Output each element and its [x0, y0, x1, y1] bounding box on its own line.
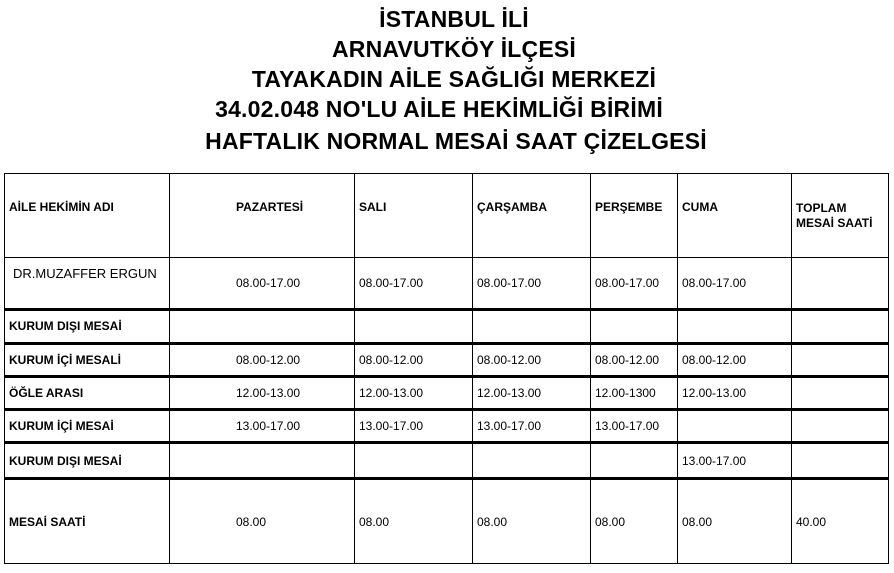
doctor-row [5, 258, 889, 309]
doctor-name: DR.MUZAFFER ERGUN [5, 258, 170, 309]
cell-friday: 12.00-13.00 [678, 377, 792, 410]
row-label: KURUM DIŞI MESAİ [5, 309, 170, 343]
cell-tuesday: 12.00-13.00 [355, 377, 473, 410]
cell-tuesday: 08.00-12.00 [355, 343, 473, 376]
header-monday: PAZARTESİ [170, 174, 355, 258]
cell-wednesday: 08.00-12.00 [473, 343, 591, 376]
cell-tuesday: 08.00 [355, 479, 473, 564]
schedule-row [5, 343, 889, 376]
header-total-line2: MESAİ SAATİ [796, 215, 873, 230]
cell-monday: 08.00-12.00 [170, 343, 355, 376]
doctor-hours-tuesday: 08.00-17.00 [355, 258, 473, 309]
cell-monday: 08.00 [170, 479, 355, 564]
header-wednesday: ÇARŞAMBA [473, 174, 591, 258]
weekly-schedule-table [4, 173, 889, 564]
cell-total [792, 309, 889, 343]
header-tuesday: SALI [355, 174, 473, 258]
header-total [792, 174, 889, 258]
row-label: KURUM İÇİ MESAİ [5, 410, 170, 443]
schedule-row [5, 309, 889, 343]
row-label: MESAİ SAATİ [5, 479, 170, 564]
cell-friday [678, 309, 792, 343]
header-friday: CUMA [678, 174, 792, 258]
cell-total: 40.00 [792, 479, 889, 564]
header-total-line1: TOPLAM [796, 200, 847, 215]
schedule-row [5, 377, 889, 410]
doctor-hours-friday: 08.00-17.00 [678, 258, 792, 309]
doctor-hours-total [792, 258, 889, 309]
cell-total [792, 410, 889, 443]
cell-thursday: 08.00 [591, 479, 678, 564]
cell-monday: 13.00-17.00 [170, 410, 355, 443]
schedule-row-total [5, 479, 889, 564]
header-name: AİLE HEKİMİN ADI [5, 174, 170, 258]
title-schedule: HAFTALIK NORMAL MESAİ SAAT ÇİZELGESİ [205, 128, 707, 154]
header-thursday: PERŞEMBE [591, 174, 678, 258]
cell-friday: 13.00-17.00 [678, 443, 792, 479]
row-label: KURUM DIŞI MESAİ [5, 443, 170, 479]
cell-thursday [591, 309, 678, 343]
cell-thursday: 12.00-1300 [591, 377, 678, 410]
cell-thursday: 13.00-17.00 [591, 410, 678, 443]
row-label: ÖĞLE ARASI [5, 377, 170, 410]
cell-wednesday: 13.00-17.00 [473, 410, 591, 443]
doctor-hours-monday: 08.00-17.00 [170, 258, 355, 309]
cell-wednesday [473, 309, 591, 343]
cell-friday: 08.00 [678, 479, 792, 564]
cell-thursday: 08.00-12.00 [591, 343, 678, 376]
cell-tuesday [355, 443, 473, 479]
cell-monday [170, 309, 355, 343]
title-province: İSTANBUL İLİ [379, 6, 529, 32]
cell-monday [170, 443, 355, 479]
cell-total [792, 377, 889, 410]
cell-wednesday: 12.00-13.00 [473, 377, 591, 410]
cell-friday: 08.00-12.00 [678, 343, 792, 376]
title-unit-number: 34.02.048 NO'LU AİLE HEKİMLİĞİ BİRİMİ [215, 96, 663, 122]
cell-thursday [591, 443, 678, 479]
schedule-row [5, 410, 889, 443]
cell-monday: 12.00-13.00 [170, 377, 355, 410]
header-row [5, 174, 889, 258]
cell-friday [678, 410, 792, 443]
title-health-center: TAYAKADIN AİLE SAĞLIĞI MERKEZİ [251, 66, 657, 92]
cell-total [792, 343, 889, 376]
cell-tuesday: 13.00-17.00 [355, 410, 473, 443]
title-district: ARNAVUTKÖY İLÇESİ [331, 36, 577, 62]
row-label: KURUM İÇİ MESALİ [5, 343, 170, 376]
cell-wednesday: 08.00 [473, 479, 591, 564]
cell-total [792, 443, 889, 479]
doctor-hours-wednesday: 08.00-17.00 [473, 258, 591, 309]
cell-wednesday [473, 443, 591, 479]
schedule-row [5, 443, 889, 479]
doctor-hours-thursday: 08.00-17.00 [591, 258, 678, 309]
cell-tuesday [355, 309, 473, 343]
